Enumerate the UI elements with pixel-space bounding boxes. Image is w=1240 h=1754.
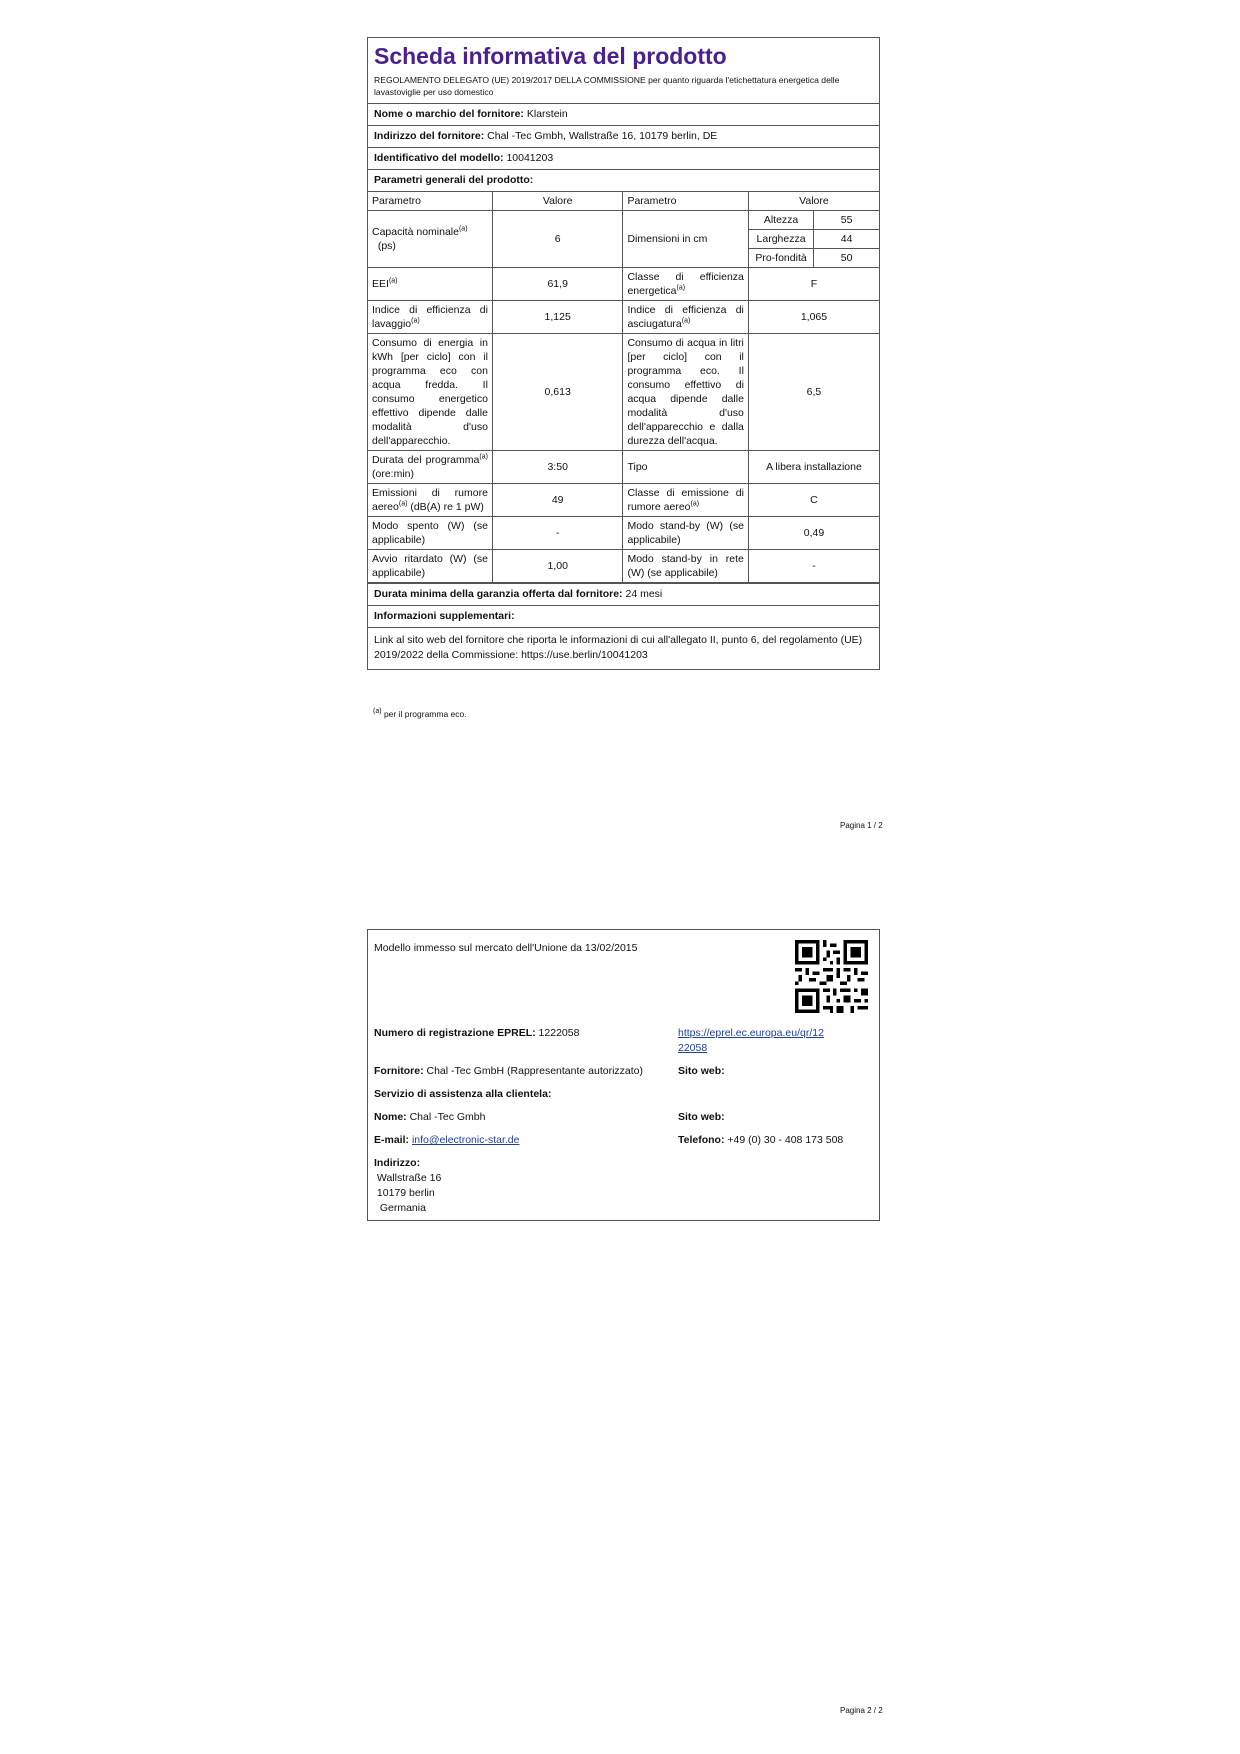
model-id-row [368,148,879,170]
email-link[interactable]: info@electronic-star.de [411,1134,520,1146]
height-label: Altezza [748,211,813,230]
table-header-row [368,192,879,211]
energy-class-value: F [748,268,879,301]
footnote-marker: (a) [681,317,691,325]
market-date-text: Modello immesso sul mercato dell'Unione da 13/02/2015 [374,942,638,954]
qr-code-icon [795,940,868,1013]
noise-unit: (dB(A) re 1 pW) [410,501,484,513]
water-consumption-value: 6,5 [748,334,879,451]
customer-service-label: Servizio di assistenza alla clientela: [374,1088,552,1100]
network-standby-value: - [748,550,879,583]
supplier-label: Fornitore: [374,1065,424,1077]
regulation-subtitle: REGOLAMENTO DELEGATO (UE) 2019/2017 DELLA COMMISSIONE per quanto riguarda l'etichettatura energetica delle lavastoviglie per uso domestico [374,75,840,97]
duration-label: Durata del programma [372,454,480,466]
footnote-marker: (a) [398,500,408,508]
table-row [368,334,879,451]
params-table-container [368,192,879,584]
table-row [368,268,879,301]
energy-consumption-value: 0,613 [492,334,623,451]
weblink-url[interactable]: https://use.berlin/10041203 [521,649,648,661]
width-label: Larghezza [748,230,813,249]
noise-label: Emissioni di rumore aereo [372,487,488,513]
footnote-marker: (a) [479,453,488,461]
supplier-address-label: Indirizzo del fornitore: [374,130,485,142]
address-block [374,1156,441,1216]
standby-value: 0,49 [748,517,879,550]
address-line-1: Wallstraße 16 [376,1172,442,1184]
noise-class-label: Classe di emissione di rumore aereo [627,487,744,513]
page-title: Scheda informativa del prodotto [374,43,727,69]
service-name-row [374,1110,485,1125]
warranty-value: 24 mesi [625,588,663,600]
off-mode-value: - [492,517,623,550]
energy-class-label: Classe di efficienza energetica [627,271,744,297]
phone-label: Telefono: [678,1134,725,1146]
eei-label-cell [368,268,492,301]
network-standby-label: Modo stand-by in rete (W) (se applicabile) [623,550,748,583]
supplier-name-label: Nome o marchio del fornitore: [374,108,524,120]
depth-value: 50 [814,249,879,268]
warranty-label: Durata minima della garanzia offerta dal fornitore: [374,588,623,600]
supplier-address-row [368,126,879,148]
capacity-unit: (ps) [377,240,396,252]
capacity-label: Capacità nominale [372,226,459,238]
col-header-value: Valore [492,192,623,211]
supplier-value: Chal -Tec GmbH (Rappresentante autorizzato) [426,1065,644,1077]
general-params-label: Parametri generali del prodotto: [368,170,879,192]
footnote-marker: (a) [373,708,382,716]
footnote-marker: (a) [388,277,398,285]
height-value: 55 [814,211,879,230]
duration-unit: (ore:min) [372,468,415,480]
washing-index-value: 1,125 [492,301,623,334]
email-label: E-mail: [374,1134,410,1146]
page-number-1: Pagina 1 / 2 [840,821,883,830]
noise-class-label-cell [623,484,748,517]
washing-index-label-cell [368,301,492,334]
eprel-link-line2[interactable]: 22058 [678,1042,708,1054]
type-label: Tipo [623,451,748,484]
phone-value: +49 (0) 30 - 408 173 508 [727,1134,844,1146]
model-id-label: Identificativo del modello: [374,152,504,164]
website-label: Sito web: [678,1065,725,1077]
eprel-link-line1[interactable]: https://eprel.ec.europa.eu/qr/12 [678,1027,824,1039]
table-row [368,211,879,230]
footnote-text: per il programma eco. [383,709,467,719]
standby-label: Modo stand-by (W) (se applicabile) [623,517,748,550]
model-id-value: 10041203 [506,152,554,164]
table-row [368,301,879,334]
noise-value: 49 [492,484,623,517]
noise-label-cell [368,484,492,517]
footnote-marker: (a) [690,500,700,508]
service-name-label: Nome: [374,1111,407,1123]
drying-index-label: Indice di efficienza di asciugatura [627,304,744,330]
duration-value: 3:50 [492,451,623,484]
dimensions-label: Dimensioni in cm [623,211,748,268]
width-value: 44 [814,230,879,249]
drying-index-label-cell [623,301,748,334]
col-header-value-2: Valore [748,192,879,211]
delay-start-label: Avvio ritardato (W) (se applicabile) [368,550,492,583]
drying-index-value: 1,065 [748,301,879,334]
phone-row [678,1133,843,1148]
header-block [368,38,879,104]
table-row [368,451,879,484]
weblink-row [368,628,879,669]
address-line-2: 10179 berlin [376,1187,435,1199]
delay-start-value: 1,00 [492,550,623,583]
capacity-value: 6 [492,211,623,268]
eei-label: EEI [372,278,389,290]
noise-class-value: C [748,484,879,517]
warranty-row [368,584,879,606]
col-header-param-2: Parametro [623,192,748,211]
depth-label: Pro-fondità [748,249,813,268]
address-line-3: Germania [379,1202,426,1214]
supplier-name-row [368,104,879,126]
params-table [368,192,879,583]
footnote-marker: (a) [458,225,468,233]
supplier-address-value: Chal -Tec Gmbh, Wallstraße 16, 10179 berlin, DE [487,130,718,142]
footnote [373,709,467,719]
footnote-marker: (a) [676,284,686,292]
address-label: Indirizzo: [374,1157,421,1169]
washing-index-label: Indice di efficienza di lavaggio [372,304,488,330]
water-consumption-label: Consumo di acqua in litri [per ciclo] con il programma eco. Il consumo effettivo di acqua dipende dalle modalità d'uso dell'apparecchio e dalla durezza dell'acqua. [623,334,748,451]
eprel-info-sheet [367,929,880,1221]
capacity-label-cell [368,211,492,268]
supplier-row [374,1064,643,1079]
duration-label-cell [368,451,492,484]
energy-class-label-cell [623,268,748,301]
eprel-link[interactable] [678,1026,824,1056]
footnote-marker: (a) [411,317,420,325]
page-number-2: Pagina 2 / 2 [840,1706,883,1715]
type-value: A libera installazione [748,451,879,484]
table-row [368,517,879,550]
col-header-param: Parametro [368,192,492,211]
eprel-value: 1222058 [538,1027,580,1039]
eprel-label: Numero di registrazione EPREL: [374,1027,536,1039]
service-name-value: Chal -Tec Gmbh [409,1111,486,1123]
table-row [368,550,879,583]
eei-value: 61,9 [492,268,623,301]
supplier-name-value: Klarstein [526,108,568,120]
additional-info-label: Informazioni supplementari: [368,606,879,628]
product-information-sheet [367,37,880,670]
off-mode-label: Modo spento (W) (se applicabile) [368,517,492,550]
weblink-text: Link al sito web del fornitore che riporta le informazioni di cui all'allegato II, punto 6, del regolamento (UE) 2019/2022 della Commissione: [374,634,863,661]
table-row [368,484,879,517]
email-row [374,1133,519,1148]
service-website-label: Sito web: [678,1111,725,1123]
energy-consumption-label: Consumo di energia in kWh [per ciclo] con il programma eco con acqua fredda. Il consumo energetico effettivo dipende dalle modalità d'uso dell'apparecchio. [368,334,492,451]
eprel-row [374,1026,579,1041]
